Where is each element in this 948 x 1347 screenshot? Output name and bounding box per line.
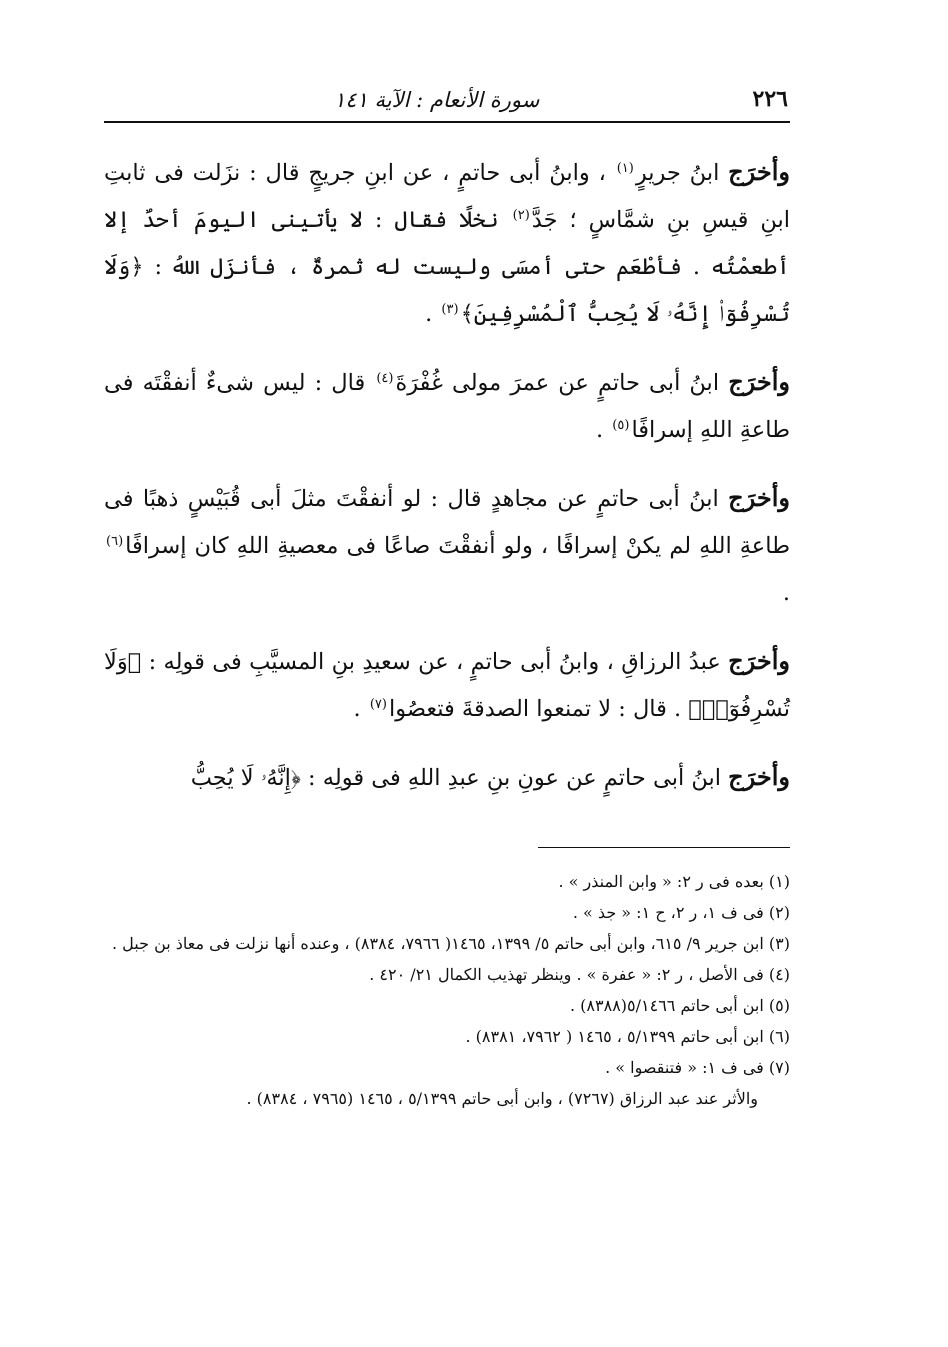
footnote: (٤) فى الأصل ، ر ٢: « عفرة » . وينظر تهذيب الكمال ٢١/ ٤٢٠ .: [369, 965, 790, 984]
paragraph-text: ، وابنُ أبى حاتمٍ ، عن ابنِ جريجٍ قال : نزَلت فى ثابتِ ابنِ قيسِ بنِ شمَّاسٍ ؛ جَدَّ: [104, 160, 790, 233]
footnote: (١) بعده فى ر ٢: « وابن المنذر » .: [558, 872, 790, 891]
paragraph-text: ابنُ أبى حاتمٍ عن عمرَ مولى غُفْرَةَ: [395, 370, 729, 396]
paragraph-text: ابنُ أبى حاتمٍ عن مجاهدٍ قال : لو أنفقْتَ مثلَ أبى قُبَيْسٍ ذهبًا فى طاعةِ اللهِ لم يكنْ إسرافًا ، ولو أنفقْتَ صاعًا فى معصيةِ اللهِ كان إسرافًا: [104, 486, 790, 559]
footnote-continuation: والأثر عند عبد الرزاق (٧٢٦٧) ، وابن أبى حاتم ٥/١٣٩٩ ، ١٤٦٥ (٧٩٦٥ ، ٨٣٨٤) .: [246, 1089, 758, 1108]
running-head-title: سورة الأنعام : الآية ١٤١: [334, 88, 540, 112]
page-number: ٢٢٦: [752, 86, 788, 112]
footnotes: [104, 866, 790, 1114]
paragraph: [104, 637, 790, 733]
main-text: [104, 148, 790, 822]
header-rule: [104, 121, 790, 123]
paragraph-text: .: [425, 301, 440, 327]
footnote: (٦) ابن أبى حاتم ٥/١٣٩٩ ، ١٤٦٥ ( ٧٩٦٢، ٨٣٨١) .: [465, 1027, 790, 1046]
paragraph-text: قال : ليس شىءٌ أنفقْتَه فى طاعةِ اللهِ إسرافًا: [104, 370, 790, 443]
footnote-marker: (٧): [369, 696, 387, 712]
paragraph-text: .: [782, 580, 790, 606]
footnote-rule: [538, 847, 790, 848]
paragraph: [104, 474, 790, 617]
paragraph: [104, 753, 790, 802]
footnote-marker: (٤): [376, 370, 394, 386]
paragraph-lead-word: وأخرَج: [728, 762, 790, 791]
running-head: [104, 72, 788, 112]
footnote: (٥) ابن أبى حاتم ٥/١٤٦٦(٨٣٨٨) .: [569, 996, 790, 1015]
paragraph-text: ابنُ أبى حاتمٍ عن عونِ بنِ عبدِ اللهِ فى قولِه : ﴿إِنَّهُۥ لَا يُحِبُّ: [190, 765, 729, 791]
footnote: (٣) ابن جرير ٩/ ٦١٥، وابن أبى حاتم ٥/ ١٣٩٩، ١٤٦٥( ٧٩٦٦، ٨٣٨٤) ، وعنده أنها نزلت فى معاذ بن جبل .: [111, 934, 790, 953]
footnote-marker: (٥): [612, 417, 630, 433]
paragraph-lead-word: وأخرَج: [728, 483, 790, 512]
footnote: (٢) فى ف ١، ر ٢، ح ١: « جذ » .: [572, 903, 790, 922]
paragraph-text: عبدُ الرزاقِ ، وابنُ أبى حاتمٍ ، عن سعيدِ بنِ المسيَّبِ فى قولِه : ﴿وَلَا تُسْرِفُوٓا۟﴾ . قال : لا تمنعوا الصدقةَ فتعصُوا: [104, 649, 790, 722]
paragraph-lead-word: وأخرَج: [728, 367, 791, 396]
paragraph: [104, 358, 790, 454]
paragraph-text: نخلًا فقال : لا يأتينى اليومَ أحدٌ إلا أطعمْتُه . فأطْعَم حتى أمسَى وليست له ثمرةٌ ، فأنزَل اللهُ : ﴿وَلَا تُسْرِفُوٓا۟ إِنَّهُۥ لَا يُحِبُّ ٱلْمُسْرِفِينَ﴾: [104, 207, 790, 327]
footnote-marker: (٢): [512, 207, 530, 223]
paragraph-text: .: [595, 417, 611, 443]
paragraph-lead-word: وأخرَج: [728, 646, 790, 675]
footnote-marker: (١): [616, 160, 634, 176]
paragraph-text: ابنُ جريرٍ: [635, 160, 729, 186]
footnote-marker: (٣): [441, 301, 459, 317]
footnote-marker: (٦): [106, 533, 124, 549]
paragraph-lead-word: وأخرَج: [728, 157, 790, 186]
paragraph: [104, 148, 790, 338]
paragraph-text: .: [353, 696, 368, 722]
footnote: (٧) فى ف ١: « فتنقصوا » .: [605, 1058, 790, 1077]
